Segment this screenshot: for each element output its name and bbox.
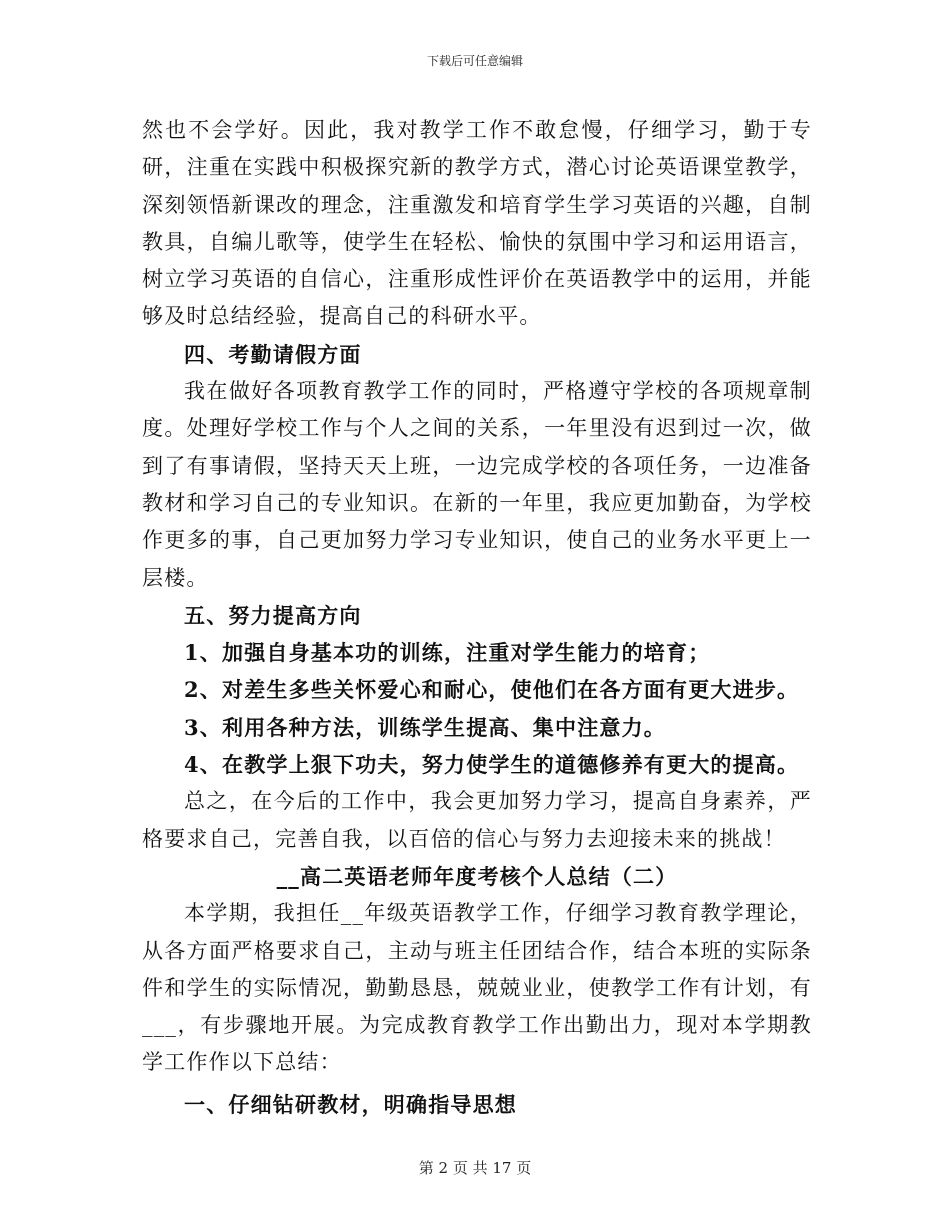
list-item: 4、在教学上狠下功夫，努力使学生的道德修养有更大的提高。 <box>184 752 800 778</box>
page-footer: 第 2 页 共 17 页 <box>418 1159 532 1177</box>
document-subtitle: __高二英语老师年度考核个人总结（二） <box>276 863 678 889</box>
section-heading-attendance: 四、考勤请假方面 <box>184 341 362 367</box>
paragraph: 我在做好各项教育教学工作的同时，严格遵守学校的各项规章制度。处理好学校工作与个人之间的关系，一年里没有迟到过一次，做到了有事请假，坚持天天上班，一边完成学校的各项任务，一边准备教材和学习自己的专业知识。在新的一年里，我应更加勤奋，为学校作更多的事，自己更加努力学习专业知识，使自己的业务水平更上一层楼。 <box>142 379 812 590</box>
paragraph: 总之，在今后的工作中，我会更加努力学习，提高自身素养，严格要求自己，完善自我，以百倍的信心与努力去迎接未来的挑战！ <box>142 789 812 851</box>
document-body <box>142 112 812 1123</box>
list-item: 2、对差生多些关怀爱心和耐心，使他们在各方面有更大进步。 <box>184 677 800 703</box>
list-item: 1、加强自身基本功的训练，注重对学生能力的培育； <box>184 640 711 666</box>
section-heading-textbook: 一、仔细钻研教材，明确指导思想 <box>184 1091 517 1117</box>
paragraph: 本学期，我担任__年级英语教学工作，仔细学习教育教学理论，从各方面严格要求自己，主动与班主任团结合作，结合本班的实际条件和学生的实际情况，勤勤恳恳，兢兢业业，使教学工作有计划，有___，有步骤地开展。为完成教育教学工作出勤出力，现对本学期教学工作作以下总结： <box>142 901 812 1075</box>
section-heading-improvement: 五、努力提高方向 <box>184 602 362 628</box>
paragraph: 然也不会学好。因此，我对教学工作不敢怠慢，仔细学习，勤于专研，注重在实践中积极探究新的教学方式，潜心讨论英语课堂教学，深刻领悟新课改的理念，注重激发和培育学生学习英语的兴趣，自制教具，自编儿歌等，使学生在轻松、愉快的氛围中学习和运用语言，树立学习英语的自信心，注重形成性评价在英语教学中的运用，并能够及时总结经验，提高自己的科研水平。 <box>142 118 812 329</box>
page-header: 下载后可任意编辑 <box>426 54 523 68</box>
list-item: 3、利用各种方法，训练学生提高、集中注意力。 <box>184 714 667 740</box>
